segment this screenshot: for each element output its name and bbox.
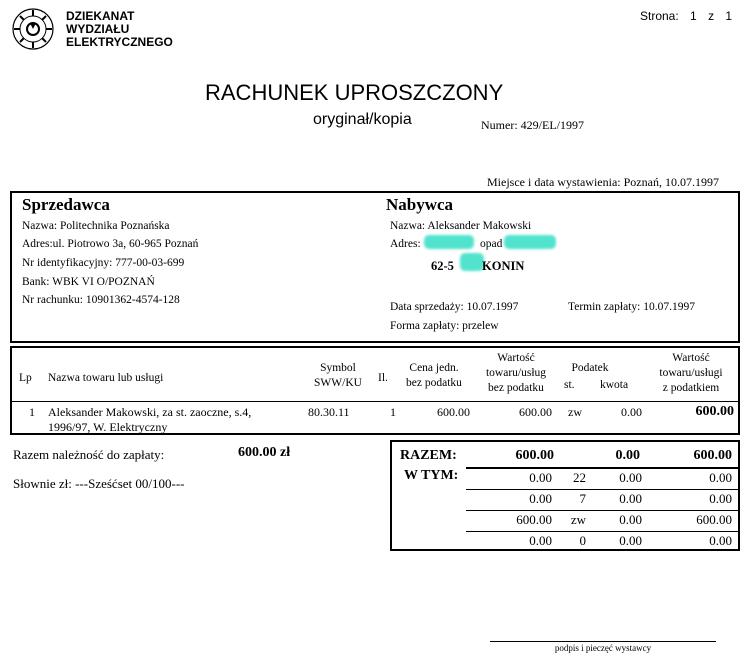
breakdown-tax: 0.00 [619,512,642,527]
summary-table [390,440,740,551]
row-divider [466,531,738,532]
buyer-heading: Nabywca [386,195,454,214]
total-due-amount: 600.00 zł [238,445,291,460]
signature-caption: podpis i pieczęć wystawcy [554,643,652,653]
breakdown-rate: zw [570,512,586,527]
redaction-mark [460,253,484,271]
buyer-city: KONIN [482,259,525,273]
breakdown-net: 0.00 [529,533,552,548]
col-tax-amount: kwota [600,379,629,391]
wtym-label: W TYM: [404,468,459,483]
seller-heading: Sprzedawca [22,195,110,214]
document-number: Numer: 429/EL/1997 [481,118,584,132]
row-qty: 1 [390,405,396,419]
page-label: Strona: [640,9,679,23]
document-subtitle: oryginał/kopia [313,111,412,128]
col-tax-rate: st. [564,379,575,391]
row-divider [466,489,738,490]
row-divider [466,510,738,511]
razem-tax: 0.00 [615,448,640,463]
row-tax-rate: zw [568,405,582,419]
breakdown-rate: 0 [579,533,586,548]
seller-nip: Nr identyfikacyjny: 777-00-03-699 [22,257,185,269]
col-value-net [478,351,554,396]
razem-gross: 600.00 [693,448,732,463]
payment-due: Termin zapłaty: 10.07.1997 [568,301,695,313]
seller-address: Adres:ul. Piotrowo 3a, 60-965 Poznań [22,238,199,250]
redaction-mark [504,235,556,249]
col-value-gross-line: towaru/usługi [659,367,723,379]
row-value-gross: 600.00 [695,404,734,419]
breakdown-gross: 0.00 [709,533,732,548]
document-title: RACHUNEK UPROSZCZONY [205,80,504,105]
col-symbol-line: Symbol [320,362,356,374]
breakdown-tax: 0.00 [619,491,642,506]
breakdown-tax: 0.00 [619,533,642,548]
breakdown-rate: 7 [579,491,586,506]
breakdown-net: 600.00 [516,512,552,527]
col-value-gross-line: z podatkiem [662,382,720,394]
col-name: Nazwa towaru lub usługi [48,372,164,384]
col-qty: Il. [378,372,388,384]
breakdown-gross: 600.00 [696,512,732,527]
col-value-net-line: Wartość [497,352,535,364]
razem-divider [466,467,738,469]
buyer-postal: 62-5 [431,259,454,273]
items-table [10,346,740,435]
breakdown-net: 0.00 [529,470,552,485]
col-lp: Lp [19,372,32,384]
amount-in-words: Słownie zł: ---Sześćset 00/100--- [13,476,185,491]
page-current: 1 [690,9,697,23]
faculty-name [66,10,173,49]
breakdown-tax: 0.00 [619,470,642,485]
parties-box [10,191,740,343]
col-value-gross-line: Wartość [672,352,710,364]
header-divider [12,401,738,402]
university-logo-icon [6,6,60,52]
logo-line: DZIEKANAT [66,9,135,23]
redaction-mark [424,235,474,249]
logo-line: WYDZIAŁU [66,22,130,36]
logo-line: ELEKTRYCZNEGO [66,35,173,49]
row-name-line: 1996/97, W. Elektryczny [48,420,168,434]
seller-account: Nr rachunku: 10901362-4574-128 [22,294,180,306]
row-value-net: 600.00 [519,405,552,419]
breakdown-gross: 0.00 [709,491,732,506]
payment-form: Forma zapłaty: przelew [390,320,499,332]
buyer-address-label: Adres: [390,238,421,250]
page-of: z [708,9,715,23]
place-and-date: Miejsce i data wystawienia: Poznań, 10.07.1997 [487,175,719,189]
seller-name: Nazwa: Politechnika Poznańska [22,220,170,232]
breakdown-gross: 0.00 [709,470,732,485]
razem-label: RAZEM: [400,448,457,463]
col-symbol-line: SWW/KU [314,377,362,389]
buyer-address-partial: opad [480,238,503,250]
col-symbol [304,361,372,391]
col-price [398,361,470,391]
col-tax: Podatek [571,362,609,374]
col-value-gross [648,351,734,396]
row-price: 600.00 [437,405,470,419]
row-name-line: Aleksander Makowski, za st. zaoczne, s.4, [48,405,252,419]
row-tax-amount: 0.00 [621,405,642,419]
total-due-label: Razem należność do zapłaty: [13,447,165,462]
col-price-line: Cena jedn. [409,362,459,374]
sale-date: Data sprzedaży: 10.07.1997 [390,301,519,313]
razem-net: 600.00 [515,448,554,463]
col-price-line: bez podatku [406,377,462,389]
col-value-net-line: towaru/usług [485,367,547,379]
page-total: 1 [725,9,733,23]
signature-line [490,641,716,642]
row-lp: 1 [29,405,35,419]
breakdown-rate: 22 [573,470,586,485]
row-symbol: 80.30.11 [308,405,350,419]
page-indicator [640,9,740,23]
col-value-net-line: bez podatku [488,382,544,394]
seller-bank: Bank: WBK VI O/POZNAŃ [22,276,155,288]
row-name [48,405,251,435]
breakdown-net: 0.00 [529,491,552,506]
buyer-name: Nazwa: Aleksander Makowski [390,220,532,232]
